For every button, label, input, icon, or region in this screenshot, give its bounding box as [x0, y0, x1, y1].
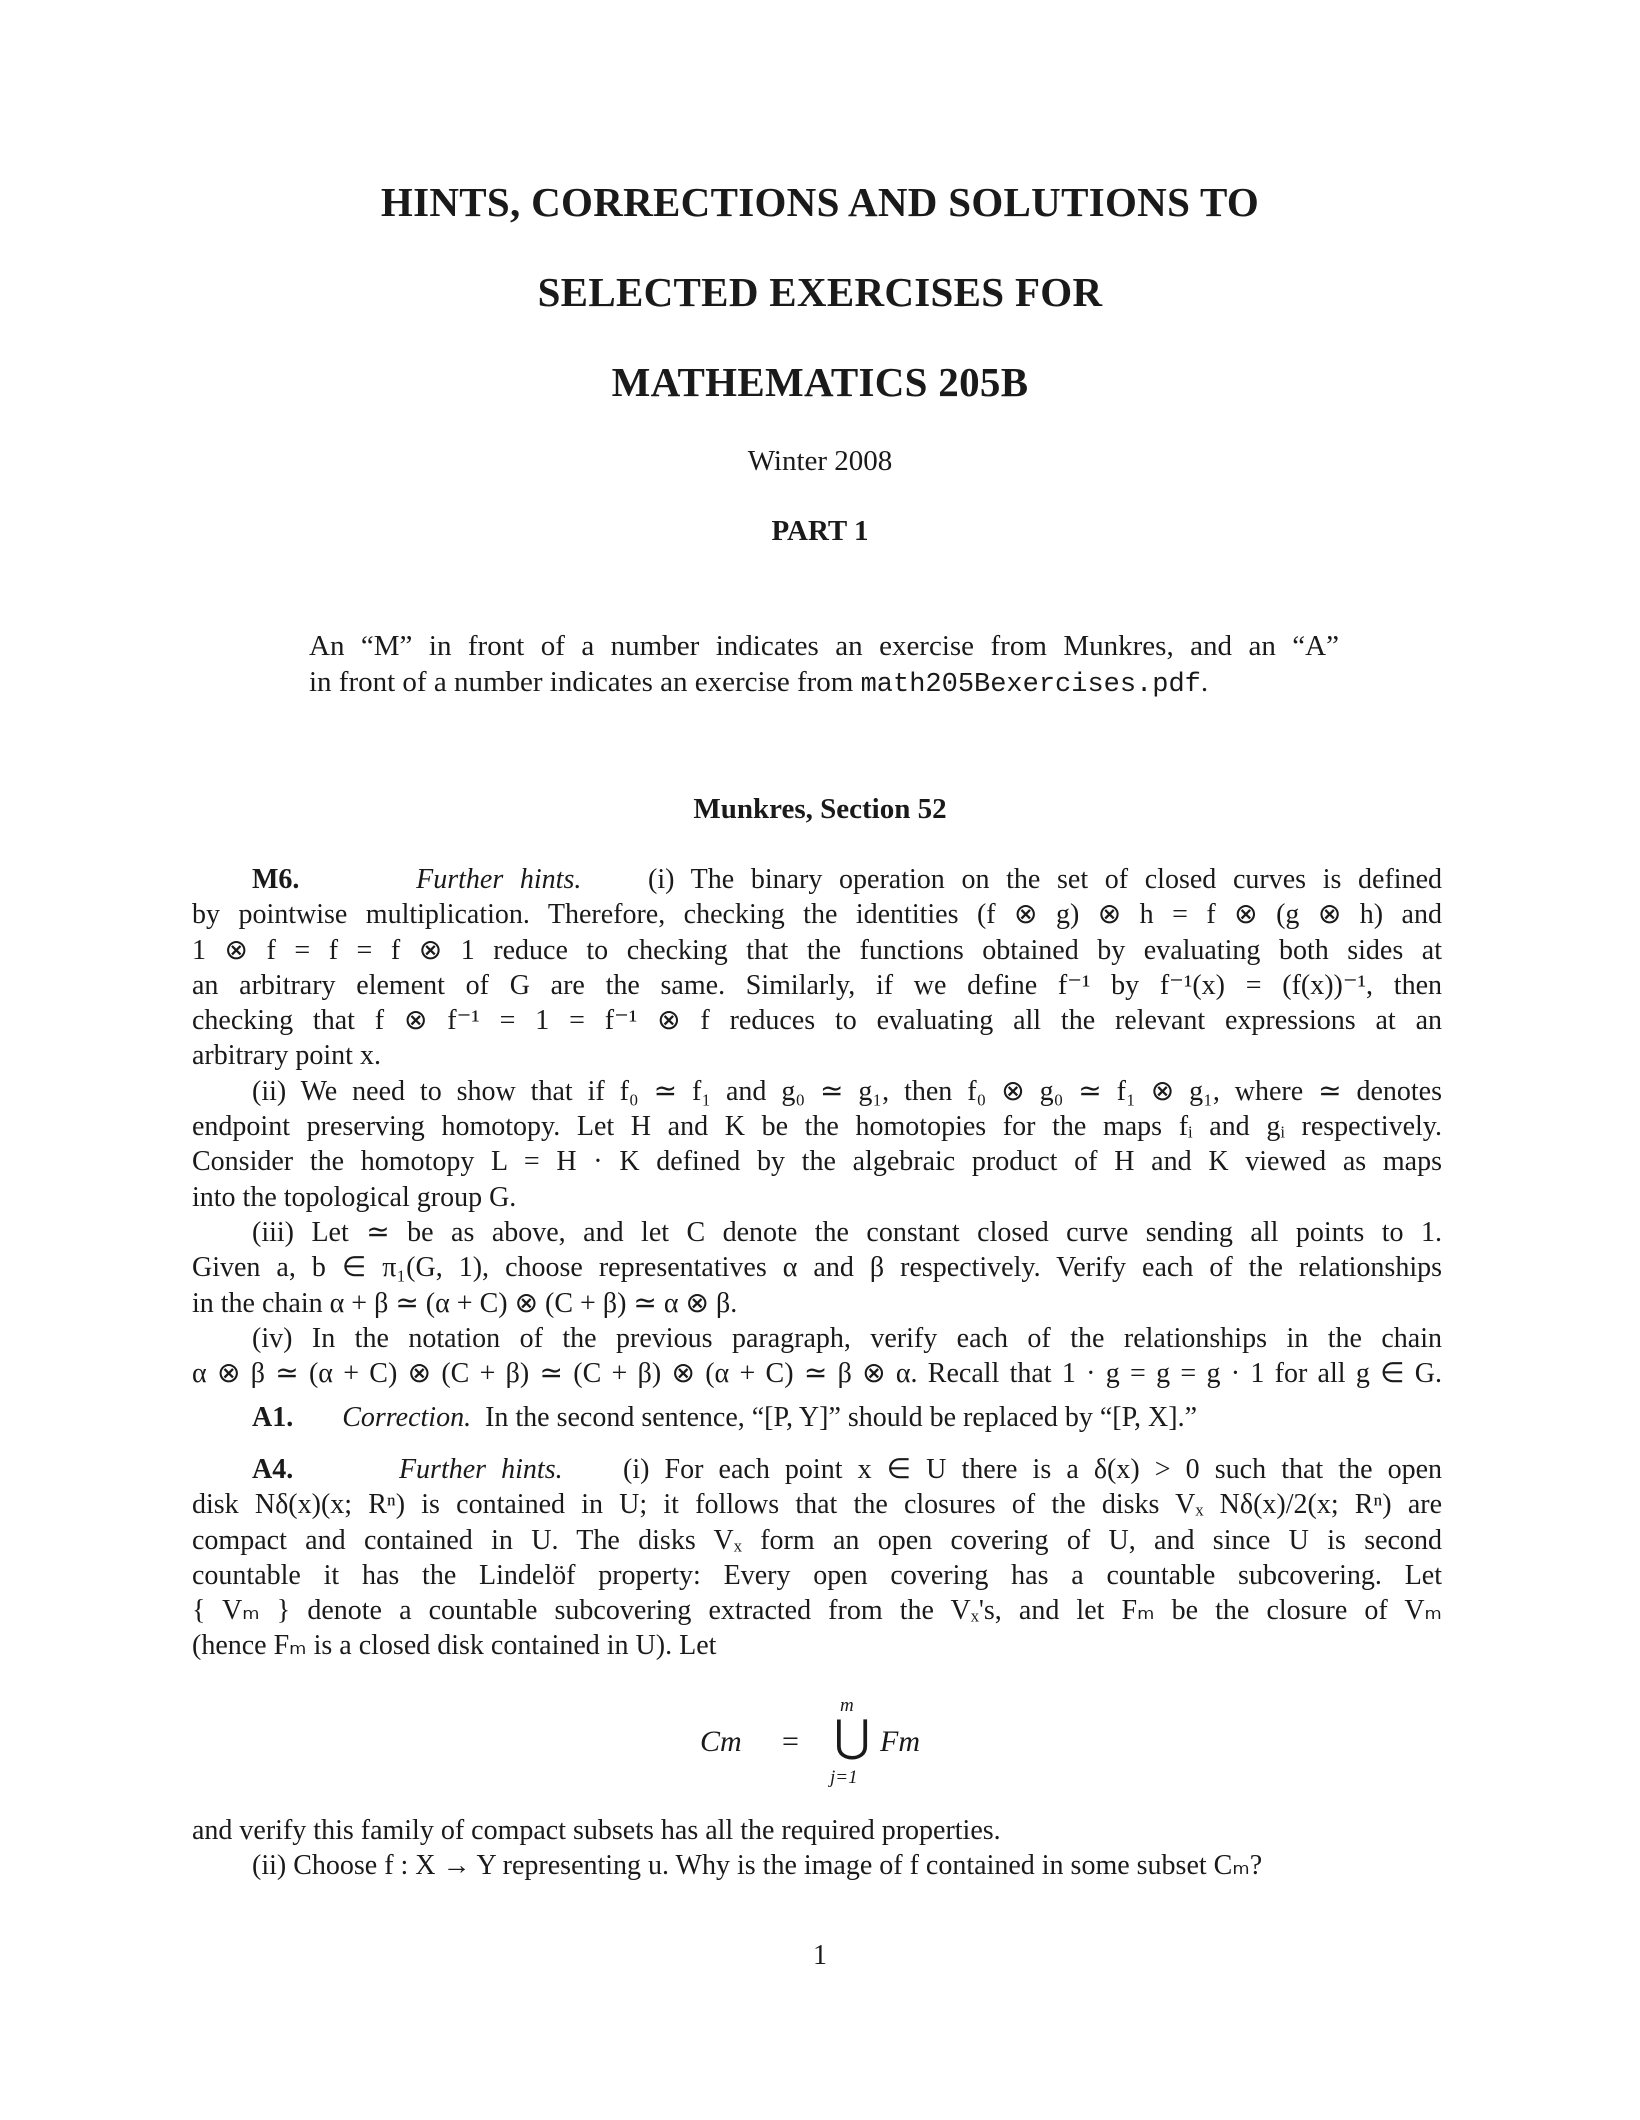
m6-label: M6. [252, 864, 300, 895]
intro-paragraph [309, 628, 1339, 703]
m6-line-4: an arbitrary element of G are the same. Similarly, if we define f⁻¹ by f⁻¹(x) = (f(x))⁻¹, then [192, 969, 1442, 1001]
formula-rhs: Fm [880, 1725, 920, 1758]
a4-line-4: countable it has the Lindelöf property: Every open covering has a countable subcovering. Let [192, 1559, 1442, 1591]
page-number: 1 [813, 1940, 827, 1971]
m6-line-7: (ii) We need to show that if f₀ ≃ f₁ and g₀ ≃ g₁, then f₀ ⊗ g₀ ≃ f₁ ⊗ g₁, where ≃ denotes [252, 1075, 1442, 1107]
a4-text-1: (i) For each point x ∈ U there is a δ(x) > 0 such that the open [623, 1454, 1443, 1485]
a4-line-5: { Vₘ } denote a countable subcovering extracted from the Vₓ's, and let Fₘ be the closure of Vₘ [192, 1595, 1442, 1627]
m6-line-5: checking that f ⊗ f⁻¹ = 1 = f⁻¹ ⊗ f reduces to evaluating all the relevant expressions at an [192, 1005, 1442, 1037]
m6-line-14: (iv) In the notation of the previous paragraph, verify each of the relationships in the chain [252, 1322, 1442, 1354]
m6-line-6: arbitrary point x. [192, 1040, 381, 1072]
a4-after-paragraph [192, 1813, 1442, 1884]
a4-label: A4. [252, 1454, 294, 1485]
m6-line-1 [192, 862, 1442, 897]
a1-type: Correction. [342, 1402, 472, 1433]
m6-line-13: in the chain α + β ≃ (α + C) ⊗ (C + β) ≃ α ⊗ β. [192, 1287, 738, 1319]
part-heading: PART 1 [771, 515, 869, 547]
m6-line-11: (iii) Let ≃ be as above, and let C denote the constant closed curve sending all points to 1. [252, 1216, 1442, 1248]
formula-lhs: Cm [700, 1725, 742, 1758]
union-operator: ⋃ [834, 1712, 871, 1761]
title-line-3: MATHEMATICS 205B [611, 359, 1029, 405]
section-heading: Munkres, Section 52 [693, 793, 947, 825]
intro-line-2-prefix: in front of a number indicates an exercise from [309, 666, 861, 698]
a4-line-1 [192, 1452, 1442, 1487]
a4-after-line-2: (ii) Choose f : X → Y representing u. Why is the image of f contained in some subset Cₘ? [252, 1850, 1263, 1882]
m6-line-9: Consider the homotopy L = H · K defined by the algebraic product of H and K viewed as maps [192, 1146, 1442, 1178]
a1-paragraph [192, 1400, 1442, 1435]
a1-text: In the second sentence, “[P, Y]” should be replaced by “[P, X].” [485, 1402, 1198, 1433]
formula-upper-limit: m [840, 1695, 854, 1716]
m6-text-1: (i) The binary operation on the set of closed curves is defined [648, 864, 1443, 895]
m6-line-8: endpoint preserving homotopy. Let H and K be the homotopies for the maps fᵢ and gᵢ respectively. [192, 1111, 1442, 1143]
a4-line-2: disk Nδ(x)(x; Rⁿ) is contained in U; it follows that the closures of the disks Vₓ Nδ(x)/2(x; Rⁿ) are [192, 1489, 1442, 1521]
term-line: Winter 2008 [747, 445, 893, 477]
intro-line-2-suffix: . [1200, 666, 1209, 698]
union-formula [700, 1695, 940, 1795]
title-line-1: HINTS, CORRECTIONS AND SOLUTIONS TO [380, 179, 1260, 225]
filename: math205Bexercises.pdf [860, 670, 1201, 700]
m6-paragraph [192, 862, 1442, 1391]
m6-line-3: 1 ⊗ f = f = f ⊗ 1 reduce to checking that the functions obtained by evaluating both sides at [192, 934, 1442, 966]
a4-paragraph [192, 1452, 1442, 1664]
a4-line-3: compact and contained in U. The disks Vₓ form an open covering of U, and since U is second [192, 1524, 1442, 1556]
a4-after-line-1: and verify this family of compact subsets has all the required properties. [192, 1815, 1001, 1846]
a4-line-6: (hence Fₘ is a closed disk contained in U). Let [192, 1630, 717, 1662]
m6-type: Further hints. [416, 864, 582, 895]
a1-label: A1. [252, 1402, 294, 1433]
formula-lower-limit: j=1 [830, 1767, 858, 1788]
m6-line-12: Given a, b ∈ π₁(G, 1), choose representatives α and β respectively. Verify each of the relationships [192, 1252, 1442, 1284]
formula-equals: = [782, 1725, 799, 1758]
a4-type: Further hints. [398, 1454, 563, 1485]
m6-line-10: into the topological group G. [192, 1181, 517, 1213]
a1-line [192, 1400, 1442, 1435]
intro-line-2 [309, 664, 1339, 703]
m6-line-2: by pointwise multiplication. Therefore, checking the identities (f ⊗ g) ⊗ h = f ⊗ (g ⊗ h) and [192, 899, 1442, 931]
title-line-2: SELECTED EXERCISES FOR [537, 269, 1103, 315]
m6-line-15: α ⊗ β ≃ (α + C) ⊗ (C + β) ≃ (C + β) ⊗ (α + C) ≃ β ⊗ α. Recall that 1 · g = g = g · 1 for all g ∈ G. [192, 1358, 1442, 1390]
intro-line-1: An “M” in front of a number indicates an exercise from Munkres, and an “A” [309, 630, 1339, 662]
